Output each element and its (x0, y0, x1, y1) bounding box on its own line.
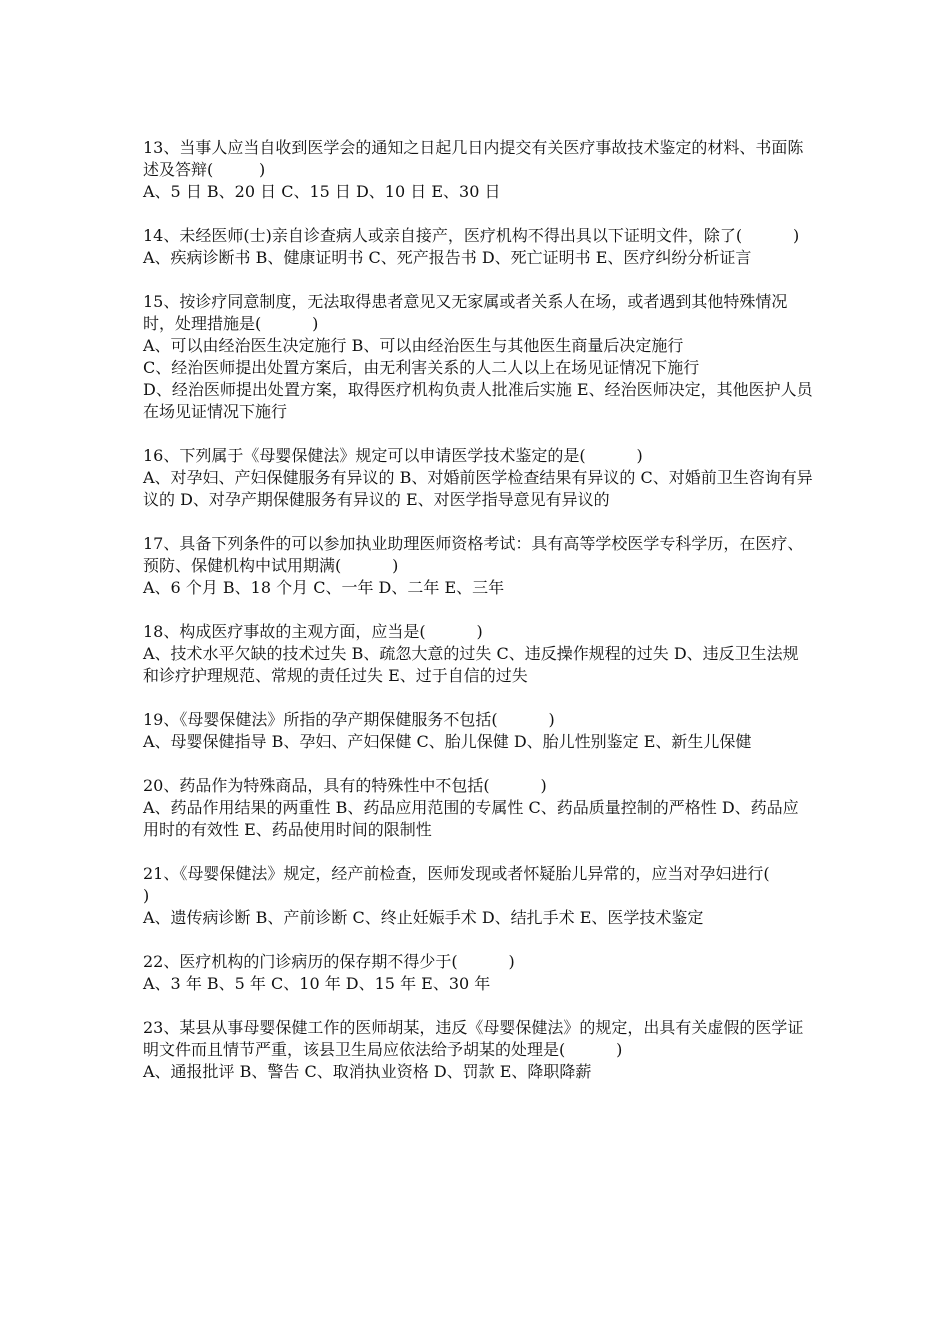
question-16 (143, 445, 813, 511)
question-stem: 13、当事人应当自收到医学会的通知之日起几日内提交有关医疗事故技术鉴定的材料、书面陈述及答辩( ) (143, 138, 804, 179)
question-18 (143, 621, 813, 687)
document-page (143, 137, 821, 1105)
question-options: C、经治医师提出处置方案后，由无利害关系的人二人以上在场见证情况下施行 (143, 358, 700, 377)
question-20 (143, 775, 813, 841)
question-options: A、疾病诊断书 B、健康证明书 C、死产报告书 D、死亡证明书 E、医疗纠纷分析证言 (143, 248, 752, 267)
question-stem: 18、构成医疗事故的主观方面，应当是( ) (143, 622, 483, 641)
question-stem: 23、某县从事母婴保健工作的医师胡某，违反《母婴保健法》的规定，出具有关虚假的医学证明文件而且情节严重，该县卫生局应依法给予胡某的处理是( ) (143, 1018, 804, 1059)
question-stem: 22、医疗机构的门诊病历的保存期不得少于( ) (143, 952, 515, 971)
question-19 (143, 709, 813, 753)
question-options: A、5 日 B、20 日 C、15 日 D、10 日 E、30 日 (143, 182, 501, 201)
question-options: A、遗传病诊断 B、产前诊断 C、终止妊娠手术 D、结扎手术 E、医学技术鉴定 (143, 908, 704, 927)
question-options: A、可以由经治医生决定施行 B、可以由经治医生与其他医生商量后决定施行 (143, 336, 684, 355)
question-13 (143, 137, 813, 203)
question-21 (143, 863, 821, 929)
question-15 (143, 291, 813, 423)
question-stem: 20、药品作为特殊商品，具有的特殊性中不包括( ) (143, 776, 547, 795)
question-stem: 14、未经医师(士)亲自诊查病人或亲自接产，医疗机构不得出具以下证明文件，除了( ) (143, 226, 800, 245)
question-options: D、经治医师提出处置方案，取得医疗机构负责人批准后实施 E、经治医师决定，其他医护人员在场见证情况下施行 (143, 380, 813, 421)
question-17 (143, 533, 813, 599)
question-options: A、母婴保健指导 B、孕妇、产妇保健 C、胎儿保健 D、胎儿性别鉴定 E、新生儿保健 (143, 732, 752, 751)
question-options: A、技术水平欠缺的技术过失 B、疏忽大意的过失 C、违反操作规程的过失 D、违反卫生法规和诊疗护理规范、常规的责任过失 E、过于自信的过失 (143, 644, 799, 685)
question-stem: 15、按诊疗同意制度，无法取得患者意见又无家属或者关系人在场，或者遇到其他特殊情况时，处理措施是( ) (143, 292, 788, 333)
question-23 (143, 1017, 813, 1083)
question-stem: 21、《母婴保健法》规定，经产前检查，医师发现或者怀疑胎儿异常的，应当对孕妇进行( ) (143, 864, 821, 905)
question-14 (143, 225, 813, 269)
question-options: A、通报批评 B、警告 C、取消执业资格 D、罚款 E、降职降薪 (143, 1062, 592, 1081)
question-options: A、3 年 B、5 年 C、10 年 D、15 年 E、30 年 (143, 974, 491, 993)
question-stem: 17、具备下列条件的可以参加执业助理医师资格考试：具有高等学校医学专科学历，在医疗、预防、保健机构中试用期满( ) (143, 534, 804, 575)
question-stem: 16、下列属于《母婴保健法》规定可以申请医学技术鉴定的是( ) (143, 446, 643, 465)
question-options: A、药品作用结果的两重性 B、药品应用范围的专属性 C、药品质量控制的严格性 D、药品应用时的有效性 E、药品使用时间的限制性 (143, 798, 799, 839)
question-options: A、6 个月 B、18 个月 C、一年 D、二年 E、三年 (143, 578, 505, 597)
question-stem: 19、《母婴保健法》所指的孕产期保健服务不包括( ) (143, 710, 555, 729)
question-options: A、对孕妇、产妇保健服务有异议的 B、对婚前医学检查结果有异议的 C、对婚前卫生咨询有异议的 D、对孕产期保健服务有异议的 E、对医学指导意见有异议的 (143, 468, 813, 509)
question-22 (143, 951, 813, 995)
